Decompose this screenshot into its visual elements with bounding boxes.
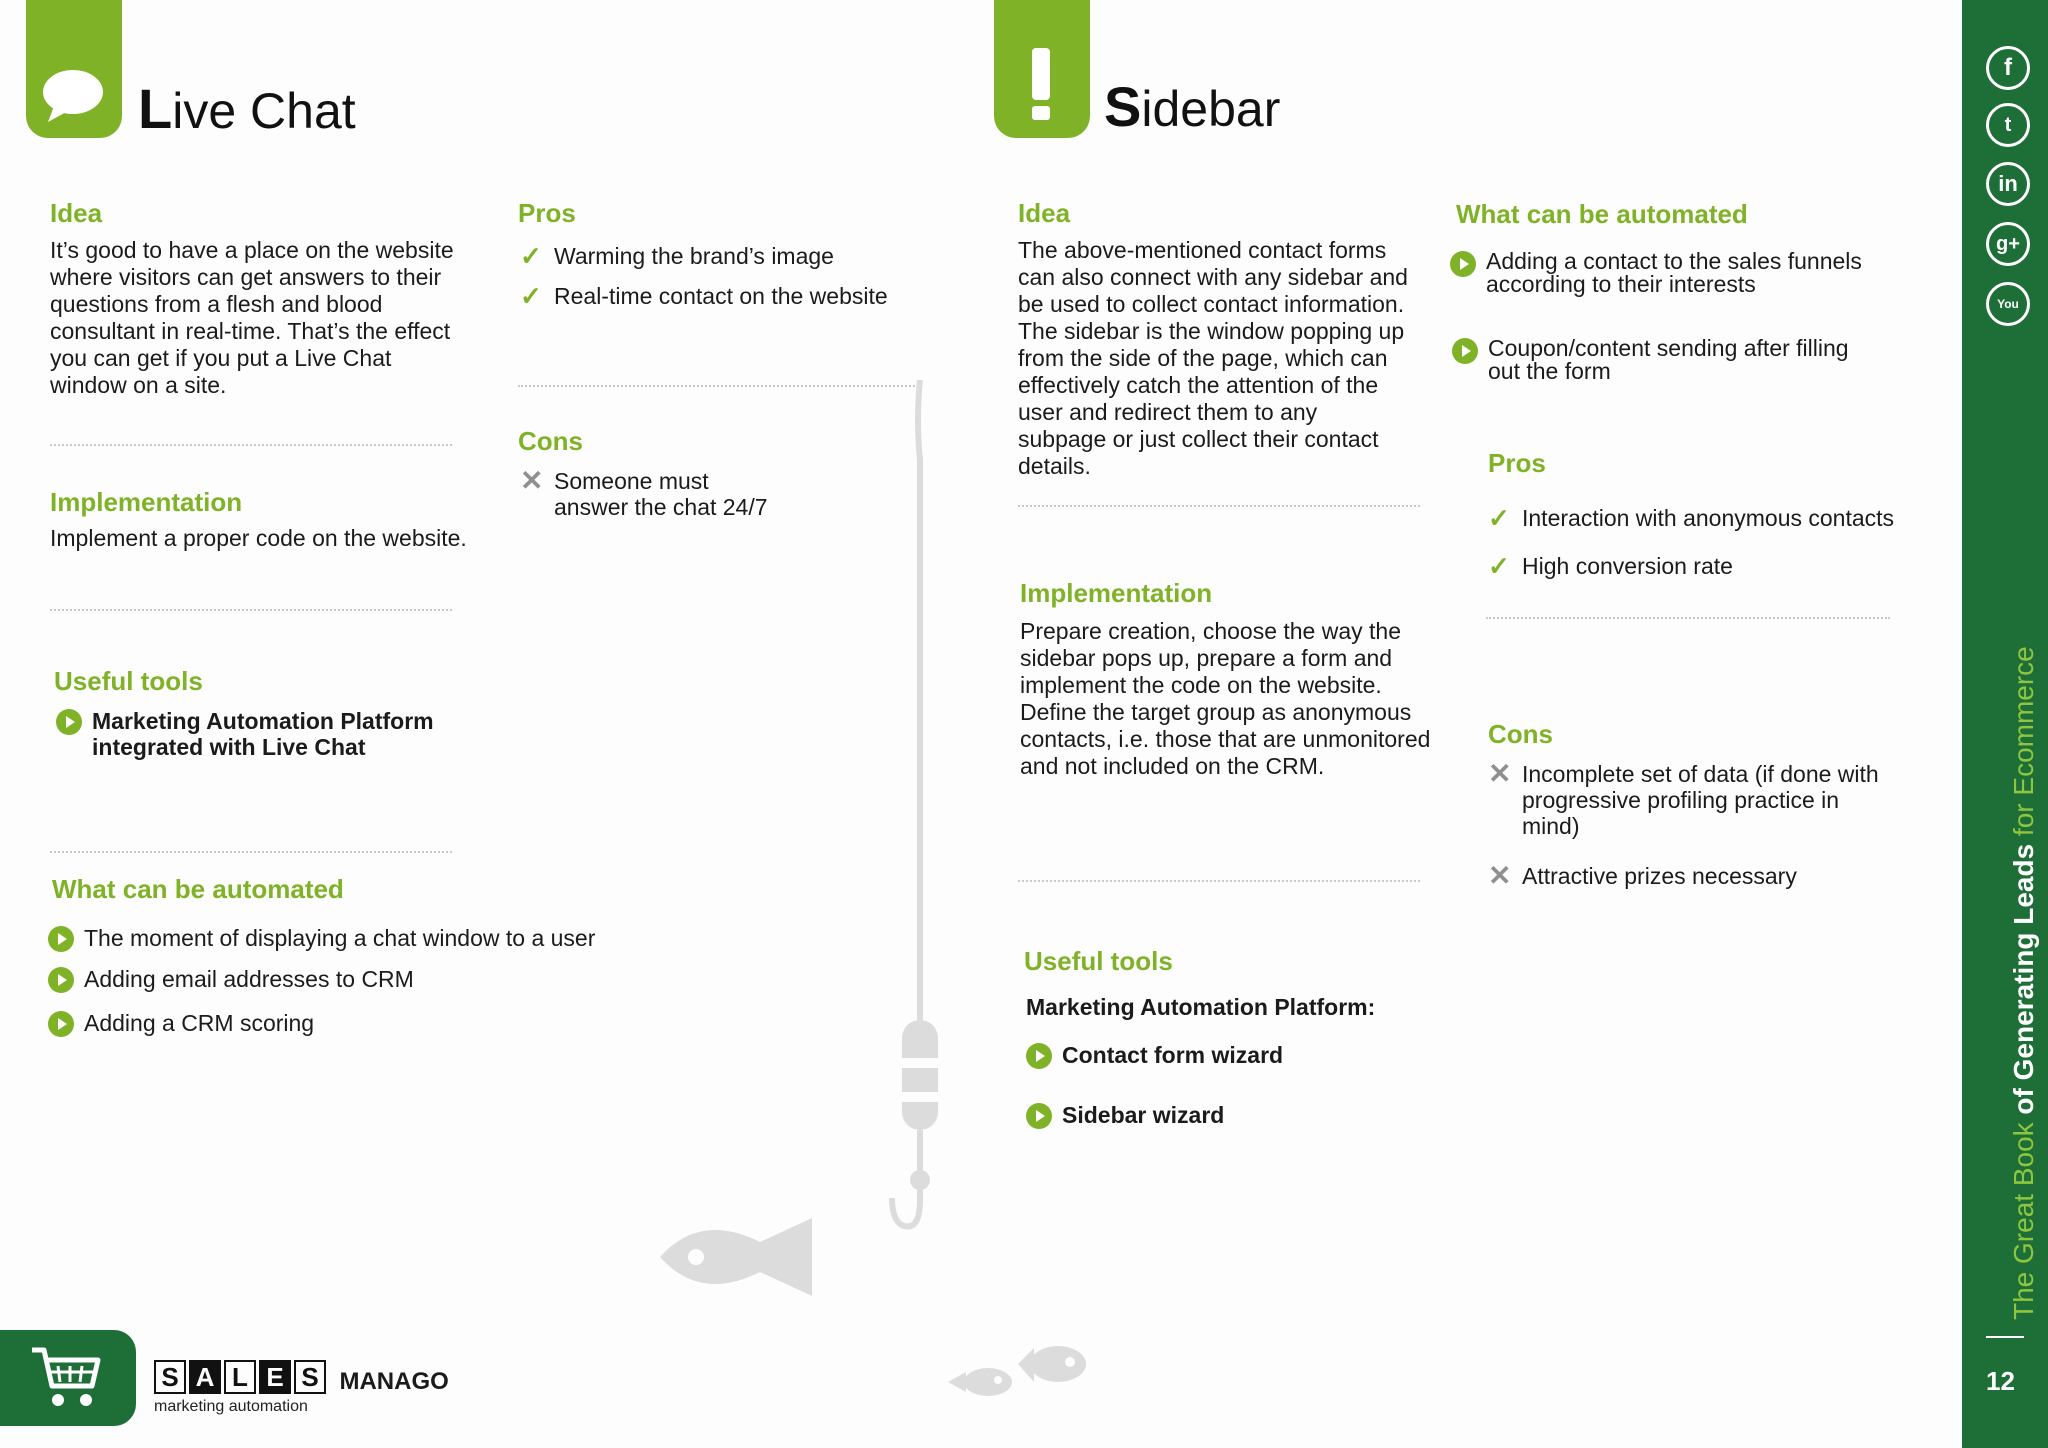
page-number: 12 bbox=[1986, 1366, 2015, 1396]
play-bullet-icon bbox=[56, 709, 82, 735]
play-bullet-icon bbox=[1026, 1103, 1052, 1129]
shopping-cart-icon bbox=[30, 1344, 102, 1412]
cross-icon: ✕ bbox=[520, 465, 544, 496]
list-item: Contact form wizard bbox=[1026, 1042, 1283, 1069]
check-icon: ✓ bbox=[1488, 503, 1510, 533]
cross-icon: ✕ bbox=[1488, 758, 1512, 789]
play-bullet-icon bbox=[1026, 1043, 1052, 1069]
divider bbox=[50, 609, 452, 611]
useful-tools-subheading: Marketing Automation Platform: bbox=[1026, 994, 1376, 1020]
left-implementation-heading: Implementation bbox=[50, 487, 243, 517]
divider bbox=[50, 444, 452, 446]
divider bbox=[1486, 617, 1890, 619]
fish-illustration-small bbox=[948, 1340, 1098, 1410]
right-automated-heading: What can be automated bbox=[1456, 199, 1748, 229]
divider bbox=[1018, 505, 1420, 507]
play-bullet-icon bbox=[48, 967, 74, 993]
check-icon: ✓ bbox=[1488, 551, 1510, 581]
divider bbox=[50, 851, 452, 853]
list-item: ✓ High conversion rate bbox=[1488, 551, 1733, 581]
list-item: ✕ Attractive prizes necessary bbox=[1488, 860, 1797, 891]
list-item: Sidebar wizard bbox=[1026, 1102, 1224, 1129]
sales-manago-logo: S A L E S MANAGO bbox=[154, 1360, 449, 1396]
book-title-vertical: The Great Book of Generating Leads for Ecommerce bbox=[2008, 646, 2039, 1320]
play-bullet-icon bbox=[1450, 251, 1476, 277]
check-icon: ✓ bbox=[520, 241, 542, 271]
list-item: ✓ Real-time contact on the website bbox=[520, 281, 888, 311]
live-chat-title: Live Chat bbox=[138, 77, 356, 140]
right-idea-heading: Idea bbox=[1018, 198, 1071, 228]
right-implementation-text: Prepare creation, choose the way the sidebar pops up, prepare a form and implement the code on the website. Define the target group as anonymous contacts, i.e. those that are unmonitored and not included on the CRM. bbox=[1020, 618, 1431, 779]
list-item: Adding email addresses to CRM bbox=[48, 966, 414, 993]
list-item: Coupon/content sending after filling out the form bbox=[1452, 337, 1872, 383]
fishing-hook-illustration bbox=[880, 380, 960, 1240]
cross-icon: ✕ bbox=[1488, 860, 1512, 891]
logo-tagline: marketing automation bbox=[154, 1398, 308, 1415]
play-bullet-icon bbox=[1452, 338, 1478, 364]
right-cons-heading: Cons bbox=[1488, 719, 1553, 749]
youtube-icon[interactable]: You bbox=[1986, 282, 2030, 326]
left-cons-heading: Cons bbox=[518, 426, 583, 456]
list-item: The moment of displaying a chat window to a user bbox=[48, 925, 595, 952]
list-item: Adding a contact to the sales funnels according to their interests bbox=[1450, 250, 1870, 296]
list-item: ✕ Someone must answer the chat 24/7 bbox=[520, 465, 768, 520]
divider bbox=[1018, 880, 1420, 882]
left-useful-tool-item: Marketing Automation Platform integrated with Live Chat bbox=[56, 708, 476, 760]
left-implementation-text: Implement a proper code on the website. bbox=[50, 525, 467, 551]
facebook-icon[interactable]: f bbox=[1986, 46, 2030, 90]
right-pros-heading: Pros bbox=[1488, 448, 1546, 478]
list-item: ✓ Warming the brand’s image bbox=[520, 241, 834, 271]
play-bullet-icon bbox=[48, 926, 74, 952]
twitter-icon[interactable]: t bbox=[1986, 103, 2030, 147]
exclamation-icon bbox=[1026, 48, 1056, 128]
left-idea-heading: Idea bbox=[50, 198, 103, 228]
right-idea-text: The above-mentioned contact forms can also connect with any sidebar and be used to collect contact information. The sidebar is the window popping up from the side of the page, which can effectively catch the attention of the user and redirect them to any subpage or just collect their contact details. bbox=[1018, 237, 1408, 479]
left-useful-tools-heading: Useful tools bbox=[54, 666, 203, 696]
speech-bubble-icon bbox=[40, 66, 106, 126]
left-automated-heading: What can be automated bbox=[52, 874, 344, 904]
list-item: ✓ Interaction with anonymous contacts bbox=[1488, 503, 1895, 533]
divider bbox=[518, 385, 922, 387]
fish-illustration bbox=[660, 1212, 820, 1302]
right-implementation-heading: Implementation bbox=[1020, 578, 1213, 608]
sidebar-title: Sidebar bbox=[1104, 75, 1281, 138]
google-plus-icon[interactable]: g+ bbox=[1986, 222, 2030, 266]
linkedin-icon[interactable]: in bbox=[1986, 162, 2030, 206]
left-idea-text: It’s good to have a place on the website where visitors can get answers to their questions from a flesh and blood consultant in real-time. That’s the effect you can get if you put a Live Chat window on a site. bbox=[50, 237, 454, 398]
list-item: Adding a CRM scoring bbox=[48, 1010, 314, 1037]
left-pros-heading: Pros bbox=[518, 198, 576, 228]
list-item: ✕ Incomplete set of data (if done with progressive profiling practice in mind) bbox=[1488, 758, 1879, 839]
band-divider bbox=[1986, 1336, 2024, 1338]
right-useful-tools-heading: Useful tools bbox=[1024, 946, 1173, 976]
play-bullet-icon bbox=[48, 1011, 74, 1037]
check-icon: ✓ bbox=[520, 281, 542, 311]
